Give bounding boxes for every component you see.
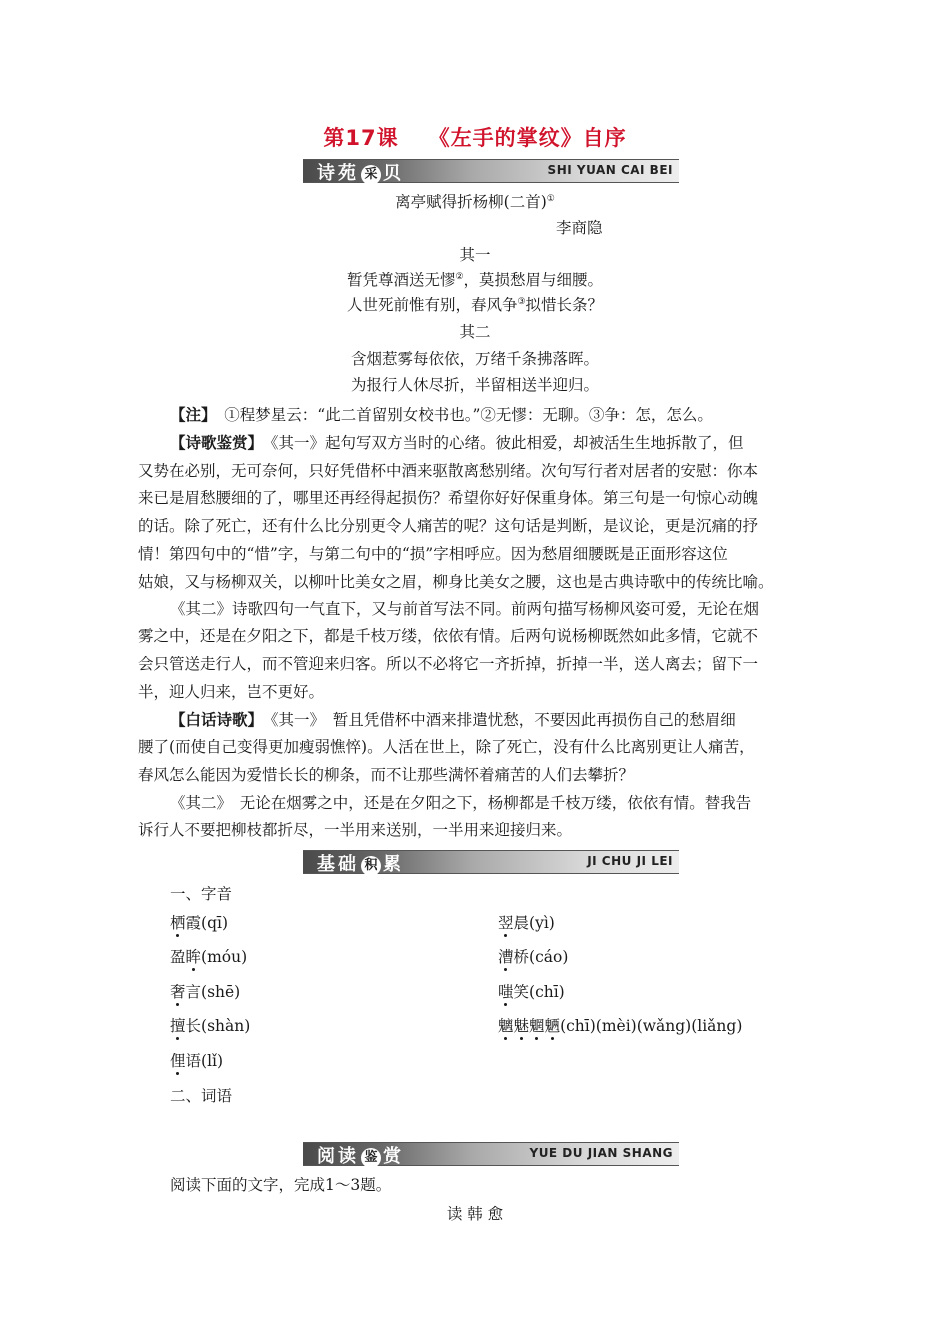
appreciation-paragraph: 【诗歌鉴赏】 《其一》起句写双方当时的心绪。彼此相爱，却被活生生地拆散了，但 [170, 433, 744, 452]
pronunciation-item: 奢言(shē) [170, 980, 240, 1002]
page-title: 第17课 《左手的掌纹》自序 [323, 126, 627, 150]
appreciation-line: 情！第四句中的“惜”字，与第二句中的“损”字相呼应。因为愁眉细腰既是正面形容这位 [138, 545, 728, 563]
banner-badge: 积 [361, 856, 381, 876]
pronunciation-item: 俚语(lǐ) [170, 1049, 223, 1071]
poem-line: 为报行人休尽折，半留相送半迎归。 [350, 376, 599, 394]
appreciation-line: 姑娘，又与杨柳双关，以柳叶比美女之眉，柳身比美女之腰，这也是古典诗歌中的传统比喻。 [138, 573, 774, 591]
reading-title: 读 韩 愈 [446, 1205, 504, 1223]
poem-part2-title: 其二 [459, 323, 491, 341]
appreciation-line: 会只管送走行人，而不管迎来归客。所以不必将它一齐折掉，折掉一半，送人离去；留下一 [138, 655, 759, 673]
pronunciation-item: 漕桥(cáo) [498, 945, 568, 967]
reading-instruction: 阅读下面的文字，完成1～3题。 [170, 1176, 392, 1194]
banner-badge: 鉴 [361, 1148, 381, 1168]
section-heading-pronunciation: 一、字音 [170, 885, 233, 903]
appreciation-line: 的话。除了死亡，还有什么比分别更令人痛苦的呢？这句话是判断，是议论，更是沉痛的抒 [138, 517, 759, 535]
appreciation-line: 雾之中，还是在夕阳之下，都是千枝万缕，依依有情。后两句说杨柳既然如此多情，它就不 [138, 627, 759, 645]
poem-notes: 【注】 ①程梦星云：“此二首留别女校书也。”②无憀：无聊。③争：怎，怎么。 [170, 405, 713, 424]
banner-pinyin: JI CHU JI LEI [587, 854, 673, 868]
pronunciation-item: 盈眸(móu) [170, 945, 247, 967]
poem-line: 人世死前惟有别，春风争③拟惜长条？ [346, 296, 604, 314]
section-banner-reading [303, 1142, 679, 1166]
banner-label: 基础 积 累 [317, 854, 404, 875]
translation-line: 春风怎么能因为爱惜长长的柳条，而不让那些满怀着痛苦的人们去攀折？ [138, 766, 635, 784]
pronunciation-item: 擅长(shàn) [170, 1014, 250, 1036]
translation-line: 腰了(而使自己变得更加瘦弱憔悴)。人活在世上，除了死亡，没有什么比离别更让人痛苦， [138, 738, 755, 756]
poem-part1-title: 其一 [459, 246, 491, 264]
appreciation-line: 半，迎人归来，岂不更好。 [138, 683, 325, 701]
poem-author: 李商隐 [556, 219, 603, 237]
banner-badge: 采 [361, 165, 381, 185]
banner-pinyin: SHI YUAN CAI BEI [547, 163, 673, 177]
section-banner-poetry [303, 159, 679, 183]
banner-label: 阅读 鉴 赏 [317, 1146, 404, 1167]
appreciation-paragraph-2: 《其二》诗歌四句一气直下，又与前首写法不同。前两句描写杨柳风姿可爱，无论在烟 [170, 600, 760, 618]
section-heading-vocabulary: 二、词语 [170, 1087, 233, 1105]
poem-line: 暂凭尊酒送无憀②，莫损愁眉与细腰。 [346, 271, 604, 289]
poem-title: 离亭赋得折杨柳(二首)① [395, 193, 555, 211]
pronunciation-item: 嗤笑(chī) [498, 980, 565, 1002]
banner-label: 诗苑 采 贝 [317, 163, 404, 184]
banner-pinyin: YUE DU JIAN SHANG [529, 1146, 673, 1160]
appreciation-line: 来已是眉愁腰细的了，哪里还再经得起损伤？希望你好好保重身体。第三句是一句惊心动魄 [138, 489, 759, 507]
poem-line: 含烟惹雾每依依，万绪千条拂落晖。 [350, 350, 599, 368]
section-banner-basics [303, 850, 679, 874]
appreciation-line: 又势在必别，无可奈何，只好凭借杯中酒来驱散离愁别绪。次句写行者对居者的安慰：你本 [138, 462, 759, 480]
translation-line: 诉行人不要把柳枝都折尽，一半用来送别，一半用来迎接归来。 [138, 821, 573, 839]
pronunciation-item: 栖霞(qī) [170, 911, 228, 933]
pronunciation-item: 翌晨(yì) [498, 911, 555, 933]
pronunciation-item: 魑魅魍魉(chī)(mèi)(wǎng)(liǎng) [498, 1014, 742, 1036]
translation-paragraph-2: 《其二》 无论在烟雾之中，还是在夕阳之下，杨柳都是千枝万缕，依依有情。替我告 [170, 794, 752, 812]
translation-paragraph: 【白话诗歌】 《其一》 暂且凭借杯中酒来排遣忧愁，不要因此再损伤自己的愁眉细 [170, 710, 736, 729]
